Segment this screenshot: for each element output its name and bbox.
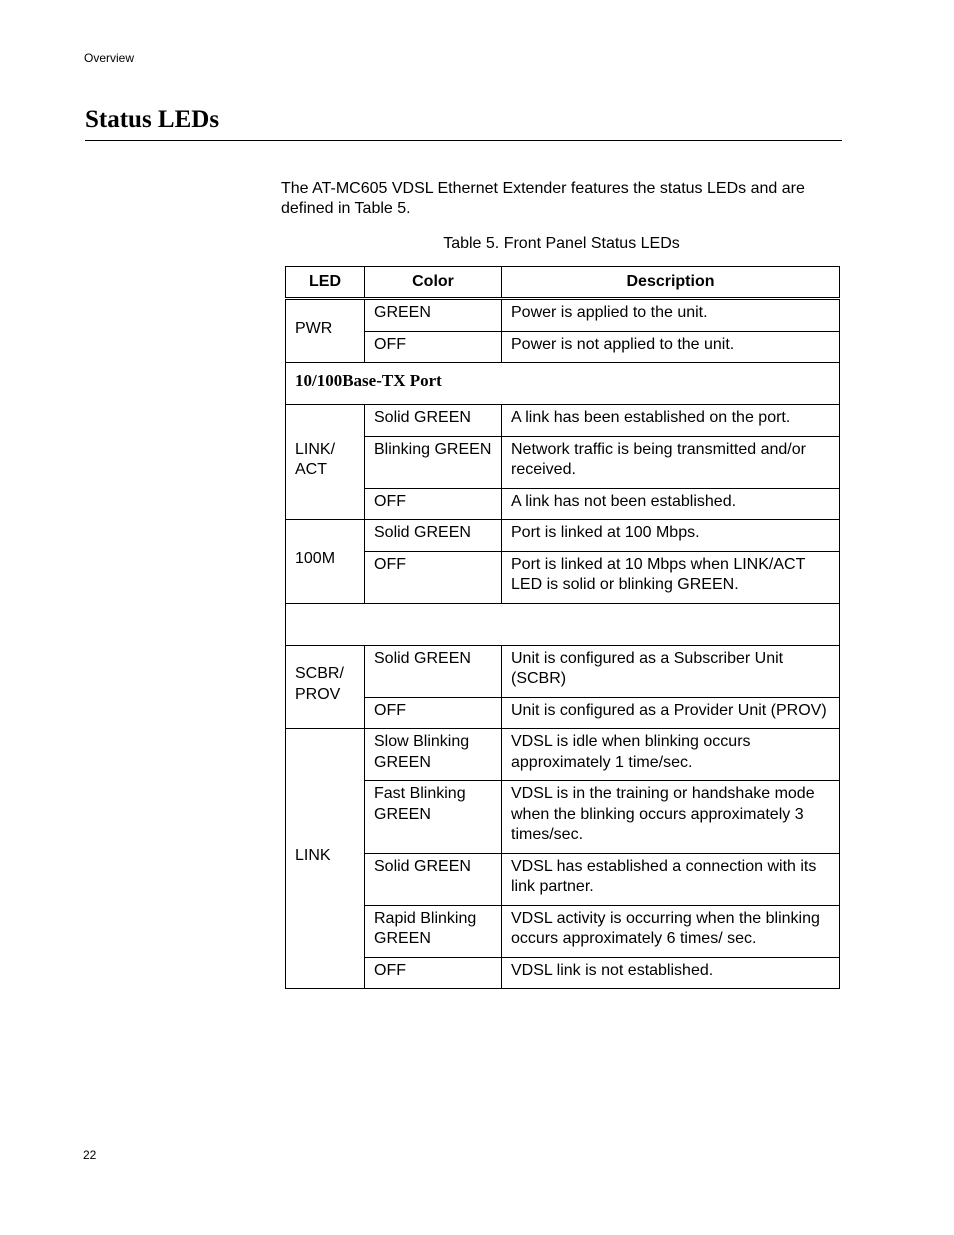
table-row [286,781,840,854]
color-cell: OFF [365,551,502,603]
header-color: Color [365,267,502,299]
table-row [286,331,840,363]
color-cell: OFF [365,488,502,520]
description-cell: VDSL has established a connection with its link partner. [502,853,840,905]
color-cell: Blinking GREEN [365,436,502,488]
running-head: Overview [84,51,135,65]
page-number: 22 [83,1148,97,1162]
table-row [286,729,840,781]
table-row [286,405,840,437]
color-cell: OFF [365,957,502,989]
description-cell: Unit is configured as a Provider Unit (PROV) [502,697,840,729]
led-name-100m: 100M [286,520,365,604]
description-cell: Network traffic is being transmitted and/or received. [502,436,840,488]
section-label [286,603,840,645]
color-cell: Solid GREEN [365,520,502,552]
table-row [286,645,840,697]
description-cell: VDSL is idle when blinking occurs approximately 1 time/sec. [502,729,840,781]
description-cell: VDSL activity is occurring when the blinking occurs approximately 6 times/ sec. [502,905,840,957]
led-name-pwr: PWR [286,299,365,363]
header-led: LED [286,267,365,299]
description-cell: A link has not been established. [502,488,840,520]
color-cell: OFF [365,697,502,729]
table-row [286,853,840,905]
description-cell: VDSL link is not established. [502,957,840,989]
led-name-scbr-prov: SCBR/ PROV [286,645,365,729]
table-row [286,905,840,957]
description-cell: A link has been established on the port. [502,405,840,437]
color-cell: Fast Blinking GREEN [365,781,502,854]
section-title: Status LEDs [85,106,220,133]
title-rule [85,140,842,141]
description-cell: Power is not applied to the unit. [502,331,840,363]
led-name-link: LINK [286,729,365,989]
section-row-blank [286,603,840,645]
section-label: 10/100Base-TX Port [286,363,840,405]
color-cell: GREEN [365,299,502,332]
led-name-link-act: LINK/ ACT [286,405,365,520]
table-row [286,697,840,729]
table-header-row [286,267,840,299]
intro-paragraph: The AT-MC605 VDSL Ethernet Extender features the status LEDs and are defined in Table 5. [281,180,805,217]
table-row [286,520,840,552]
table-row [286,299,840,332]
color-cell: Solid GREEN [365,405,502,437]
color-cell: Slow Blinking GREEN [365,729,502,781]
description-cell: VDSL is in the training or handshake mode when the blinking occurs approximately 3 times/sec. [502,781,840,854]
description-cell: Power is applied to the unit. [502,299,840,332]
color-cell: OFF [365,331,502,363]
color-cell: Rapid Blinking GREEN [365,905,502,957]
header-description: Description [502,267,840,299]
color-cell: Solid GREEN [365,853,502,905]
description-cell: Port is linked at 10 Mbps when LINK/ACT LED is solid or blinking GREEN. [502,551,840,603]
table-row [286,551,840,603]
description-cell: Unit is configured as a Subscriber Unit (SCBR) [502,645,840,697]
table-row [286,957,840,989]
table-row [286,488,840,520]
section-row-port [286,363,840,405]
table-caption: Table 5. Front Panel Status LEDs [443,235,680,252]
status-led-table [285,266,840,989]
table-row [286,436,840,488]
description-cell: Port is linked at 100 Mbps. [502,520,840,552]
color-cell: Solid GREEN [365,645,502,697]
